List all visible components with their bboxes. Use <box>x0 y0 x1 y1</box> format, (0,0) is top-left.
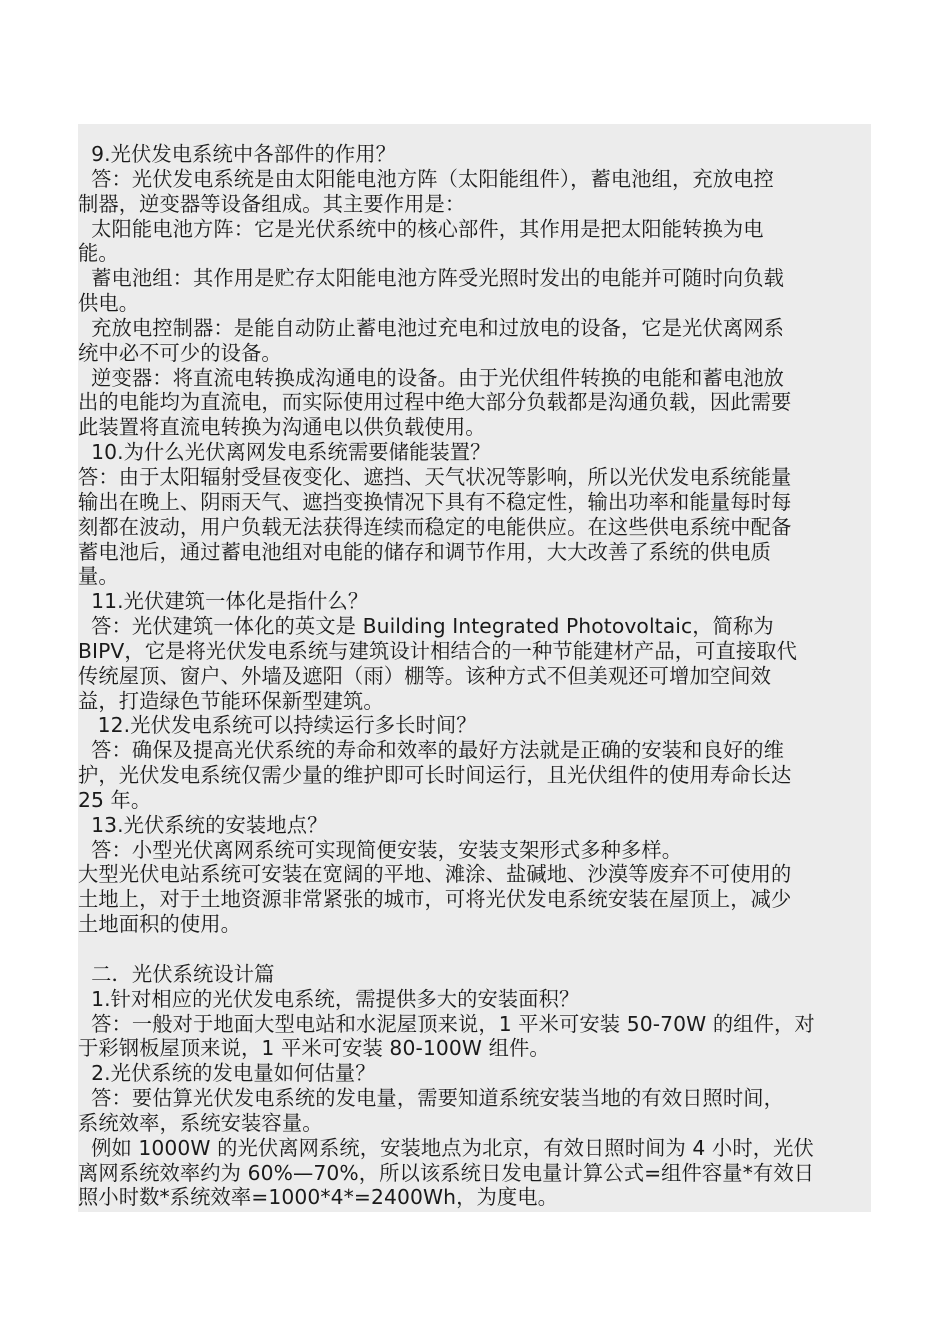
blank-line <box>78 937 871 962</box>
answer-10-text: 蓄电池后，通过蓄电池组对电能的储存和调节作用，大大改善了系统的供电质 <box>78 539 771 564</box>
example-text: 离网系统效率约为 60%—70%，所以该系统日发电量计算公式=组件容量*有效日 <box>78 1160 815 1185</box>
example-text: 照小时数*系统效率=1000*4*=2400Wh，为度电。 <box>78 1185 559 1210</box>
example-text: 例如 1000W 的光伏离网系统，安装地点为北京，有效日照时间为 4 小时，光伏 <box>78 1135 814 1160</box>
answer-11-text: BIPV，它是将光伏发电系统与建筑设计相结合的一种节能建材产品，可直接取代 <box>78 638 797 663</box>
battery-text: 供电。 <box>78 291 140 316</box>
inverter-text: 此装置将直流电转换为沟通电以供负载使用。 <box>78 415 486 440</box>
answer-10-text: 答：由于太阳辐射受昼夜变化、遮挡、天气状况等影响，所以光伏发电系统能量 <box>78 464 792 489</box>
answer-9-text: 制器，逆变器等设备组成。其主要作用是： <box>78 191 466 216</box>
controller-text: 统中必不可少的设备。 <box>78 340 282 365</box>
document-body <box>78 142 871 1210</box>
answer-s2-2-text: 答：要估算光伏发电系统的发电量，需要知道系统安装当地的有效日照时间， <box>78 1086 785 1111</box>
answer-11-text: 传统屋顶、窗户、外墙及遮阳（雨）棚等。该种方式不但美观还可增加空间效 <box>78 663 771 688</box>
answer-s2-2-text: 系统效率，系统安装容量。 <box>78 1110 323 1135</box>
solar-array-text: 太阳能电池方阵：它是光伏系统中的核心部件，其作用是把太阳能转换为电 <box>78 216 764 241</box>
answer-12-text: 25 年。 <box>78 787 152 812</box>
answer-s2-1-text: 答：一般对于地面大型电站和水泥屋顶来说，1 平米可安装 50-70W 的组件，对 <box>78 1011 815 1036</box>
answer-s2-1-text: 于彩钢板屋顶来说，1 平米可安装 80-100W 组件。 <box>78 1036 550 1061</box>
answer-11-text: 益，打造绿色节能环保新型建筑。 <box>78 688 384 713</box>
question-10-heading: 10.为什么光伏离网发电系统需要储能装置？ <box>78 440 491 465</box>
controller-text: 充放电控制器：是能自动防止蓄电池过充电和过放电的设备，它是光伏离网系 <box>78 315 785 340</box>
answer-13-text: 大型光伏电站系统可安装在宽阔的平地、滩涂、盐碱地、沙漠等废弃不可使用的 <box>78 862 792 887</box>
answer-13-text: 土地上，对于土地资源非常紧张的城市，可将光伏发电系统安装在屋顶上，减少 <box>78 887 792 912</box>
answer-10-text: 量。 <box>78 564 119 589</box>
answer-13-text: 土地面积的使用。 <box>78 912 242 937</box>
answer-10-text: 输出在晚上、阴雨天气、遮挡变换情况下具有不稳定性，输出功率和能量每时每 <box>78 489 792 514</box>
question-12-heading: 12.光伏发电系统可以持续运行多长时间？ <box>78 713 477 738</box>
answer-10-text: 刻都在波动，用户负载无法获得连续而稳定的电能供应。在这些供电系统中配备 <box>78 514 792 539</box>
answer-13-text: 答：小型光伏离网系统可实现简便安装，安装支架形式多种多样。 <box>78 837 683 862</box>
section-2-heading: 二．光伏系统设计篇 <box>78 961 275 986</box>
question-9-heading: 9.光伏发电系统中各部件的作用？ <box>78 142 396 166</box>
question-s2-2-heading: 2.光伏系统的发电量如何估量？ <box>78 1061 376 1086</box>
answer-11-text: 答：光伏建筑一体化的英文是 Building Integrated Photovoltaic，简称为 <box>78 614 774 639</box>
solar-array-text: 能。 <box>78 241 119 266</box>
question-13-heading: 13.光伏系统的安装地点？ <box>78 812 328 837</box>
inverter-text: 逆变器：将直流电转换成沟通电的设备。由于光伏组件转换的电能和蓄电池放 <box>78 365 785 390</box>
inverter-text: 出的电能均为直流电，而实际使用过程中绝大部分负载都是沟通负载，因此需要 <box>78 390 792 415</box>
question-s2-1-heading: 1.针对相应的光伏发电系统，需提供多大的安装面积？ <box>78 986 580 1011</box>
battery-text: 蓄电池组：其作用是贮存太阳能电池方阵受光照时发出的电能并可随时向负载 <box>78 266 785 291</box>
answer-12-text: 护，光伏发电系统仅需少量的维护即可长时间运行，且光伏组件的使用寿命长达 <box>78 763 792 788</box>
answer-9-text: 答：光伏发电系统是由太阳能电池方阵（太阳能组件），蓄电池组，充放电控 <box>78 166 774 191</box>
answer-12-text: 答：确保及提高光伏系统的寿命和效率的最好方法就是正确的安装和良好的维 <box>78 738 785 763</box>
question-11-heading: 11.光伏建筑一体化是指什么？ <box>78 589 369 614</box>
